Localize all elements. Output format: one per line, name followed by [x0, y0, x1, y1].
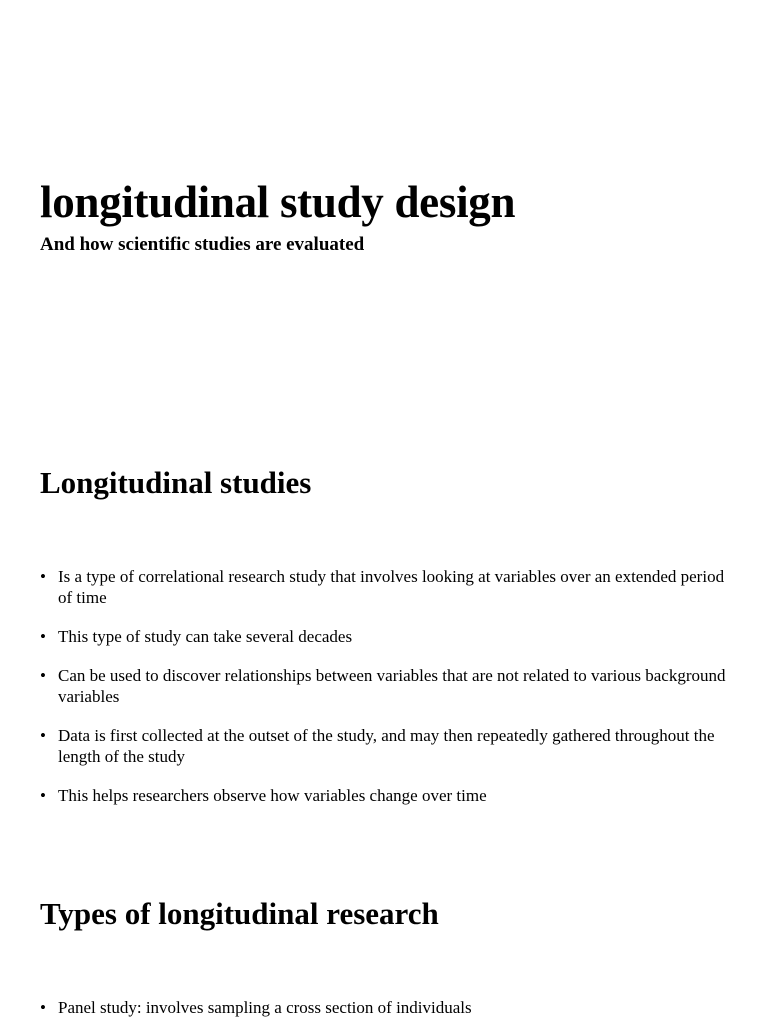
- bullet-item: [40, 566, 730, 608]
- bullet-icon: •: [40, 627, 46, 646]
- bullet-list: [40, 997, 730, 1036]
- bullet-icon: •: [40, 726, 46, 745]
- title-slide: [0, 0, 768, 420]
- bullet-icon: •: [40, 567, 46, 586]
- bullet-item: [40, 785, 730, 806]
- bullet-item: [40, 997, 730, 1018]
- bullet-item: [40, 725, 730, 767]
- bullet-text: Panel study: involves sampling a cross section of individuals: [58, 998, 472, 1017]
- slide-types-of-longitudinal-research: [0, 840, 768, 1024]
- bullet-icon: •: [40, 786, 46, 805]
- bullet-text: This type of study can take several decades: [58, 627, 353, 646]
- presentation-title: longitudinal study design: [40, 177, 516, 227]
- bullet-icon: •: [40, 998, 46, 1017]
- bullet-list: [40, 566, 730, 824]
- bullet-text: Can be used to discover relationships between variables that are not related to various background variables: [58, 666, 726, 706]
- bullet-text: Is a type of correlational research study that involves looking at variables over an extended period of time: [58, 567, 725, 607]
- bullet-item: [40, 626, 730, 647]
- slide-heading: Longitudinal studies: [40, 465, 312, 500]
- bullet-icon: •: [40, 666, 46, 685]
- presentation-subtitle: And how scientific studies are evaluated: [40, 234, 365, 255]
- bullet-item: [40, 665, 730, 707]
- bullet-text: This helps researchers observe how variables change over time: [58, 786, 487, 805]
- bullet-text: Data is first collected at the outset of the study, and may then repeatedly gathered throughout the length of the study: [58, 726, 715, 766]
- slide-heading: Types of longitudinal research: [40, 896, 439, 931]
- slide-longitudinal-studies: [0, 420, 768, 840]
